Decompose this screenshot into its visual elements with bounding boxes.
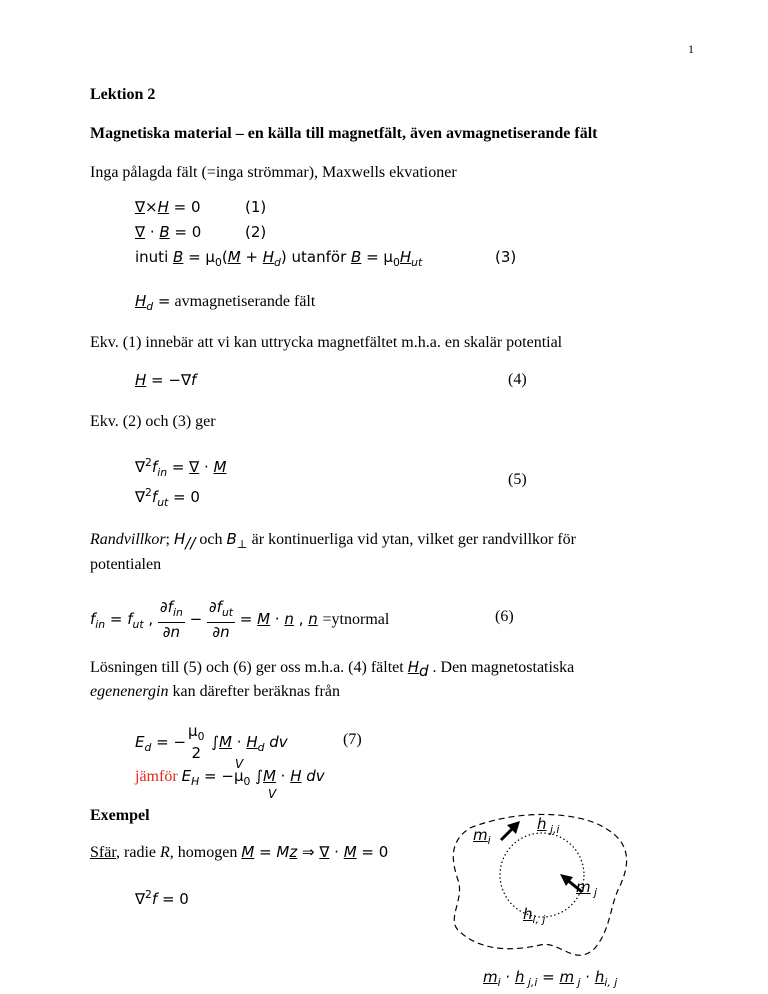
- m-i-label: $m_i$: [473, 826, 491, 847]
- equation-4: H = −∇f: [135, 371, 197, 389]
- equation-1-number: (1): [245, 198, 267, 216]
- ekv23-text: Ekv. (2) och (3) ger: [90, 413, 216, 430]
- equation-7-number: (7): [343, 731, 362, 748]
- equation-3-number: (3): [495, 248, 517, 266]
- lesson-heading: Lektion 2: [90, 86, 156, 103]
- m-j-label: m $_j$: [576, 878, 598, 899]
- equation-6: $f_{in} = f_{ut}$ , $\frac{\partial f_{in}}{\partial n}$ − $\frac{\partial f_{ut}}{\partial n}$ = M · n , n =ytnormal: [90, 598, 390, 641]
- equation-5-number: (5): [508, 471, 527, 488]
- h-ji-label: h $_{j,i}$: [537, 815, 560, 836]
- equation-2-number: (2): [245, 223, 267, 241]
- h-ij-label: $h_{i, j}$: [523, 905, 546, 926]
- equation-3: inuti $B = \mu_0(M + H_d)$ utanför $B = \mu_0H_{ut}$: [135, 248, 423, 269]
- jamfor-domain: V: [268, 787, 277, 801]
- randvillkor-line1: Randvillkor; $H_{//}$ och $B_\perp$ är kontinuerliga vid ytan, vilket ger randvillkor för: [90, 530, 576, 553]
- equation-5-line2: $\nabla^2f_{ut} = 0$: [135, 486, 200, 509]
- hd-definition: $H_d$ = avmagnetiserande fält: [135, 292, 316, 313]
- ekv1-text: Ekv. (1) innebär att vi kan uttrycka magnetfältet m.h.a. en skalär potential: [90, 334, 563, 351]
- losning-line1: Lösningen till (5) och (6) ger oss m.h.a. (4) fältet $H_d$ . Den magnetostatiska: [90, 658, 575, 681]
- equation-7: $E_d$ = − $\mu_0$ 2 $\int M \cdot H_d$ dv: [135, 722, 288, 762]
- equation-1: ∇×H = 0: [135, 198, 201, 216]
- equation-7-domain: V: [235, 757, 244, 771]
- intro-text: Inga pålagda fält (=inga strömmar), Maxwells ekvationer: [90, 164, 457, 181]
- sphere-statement: Sfär, radie R, homogen M = Mz ⇒ ∇ · M = 0: [90, 843, 389, 861]
- jamfor-equation: jämför $E_H = -\mu_0$ ∫M · H dv: [135, 767, 325, 788]
- section-title: Magnetiska material – en källa till magnetfält, även avmagnetiserande fält: [90, 125, 598, 142]
- equation-2: ∇ · B = 0: [135, 223, 202, 241]
- example-heading: Exempel: [90, 807, 150, 824]
- laplace-equation: ∇$^2$f = 0: [135, 888, 189, 908]
- equation-4-number: (4): [508, 371, 527, 388]
- equation-5-line1: $\nabla^2f_{in}$ = ∇ · M: [135, 456, 227, 479]
- losning-line2: egenenergin kan därefter beräknas från: [90, 683, 340, 700]
- figure-caption: $m_i \cdot h$ $_{j,i}$ = m $_j \cdot h_{i, j}$: [483, 968, 618, 989]
- equation-6-number: (6): [495, 608, 514, 625]
- page-number: 1: [688, 42, 694, 56]
- randvillkor-line2: potentialen: [90, 556, 162, 573]
